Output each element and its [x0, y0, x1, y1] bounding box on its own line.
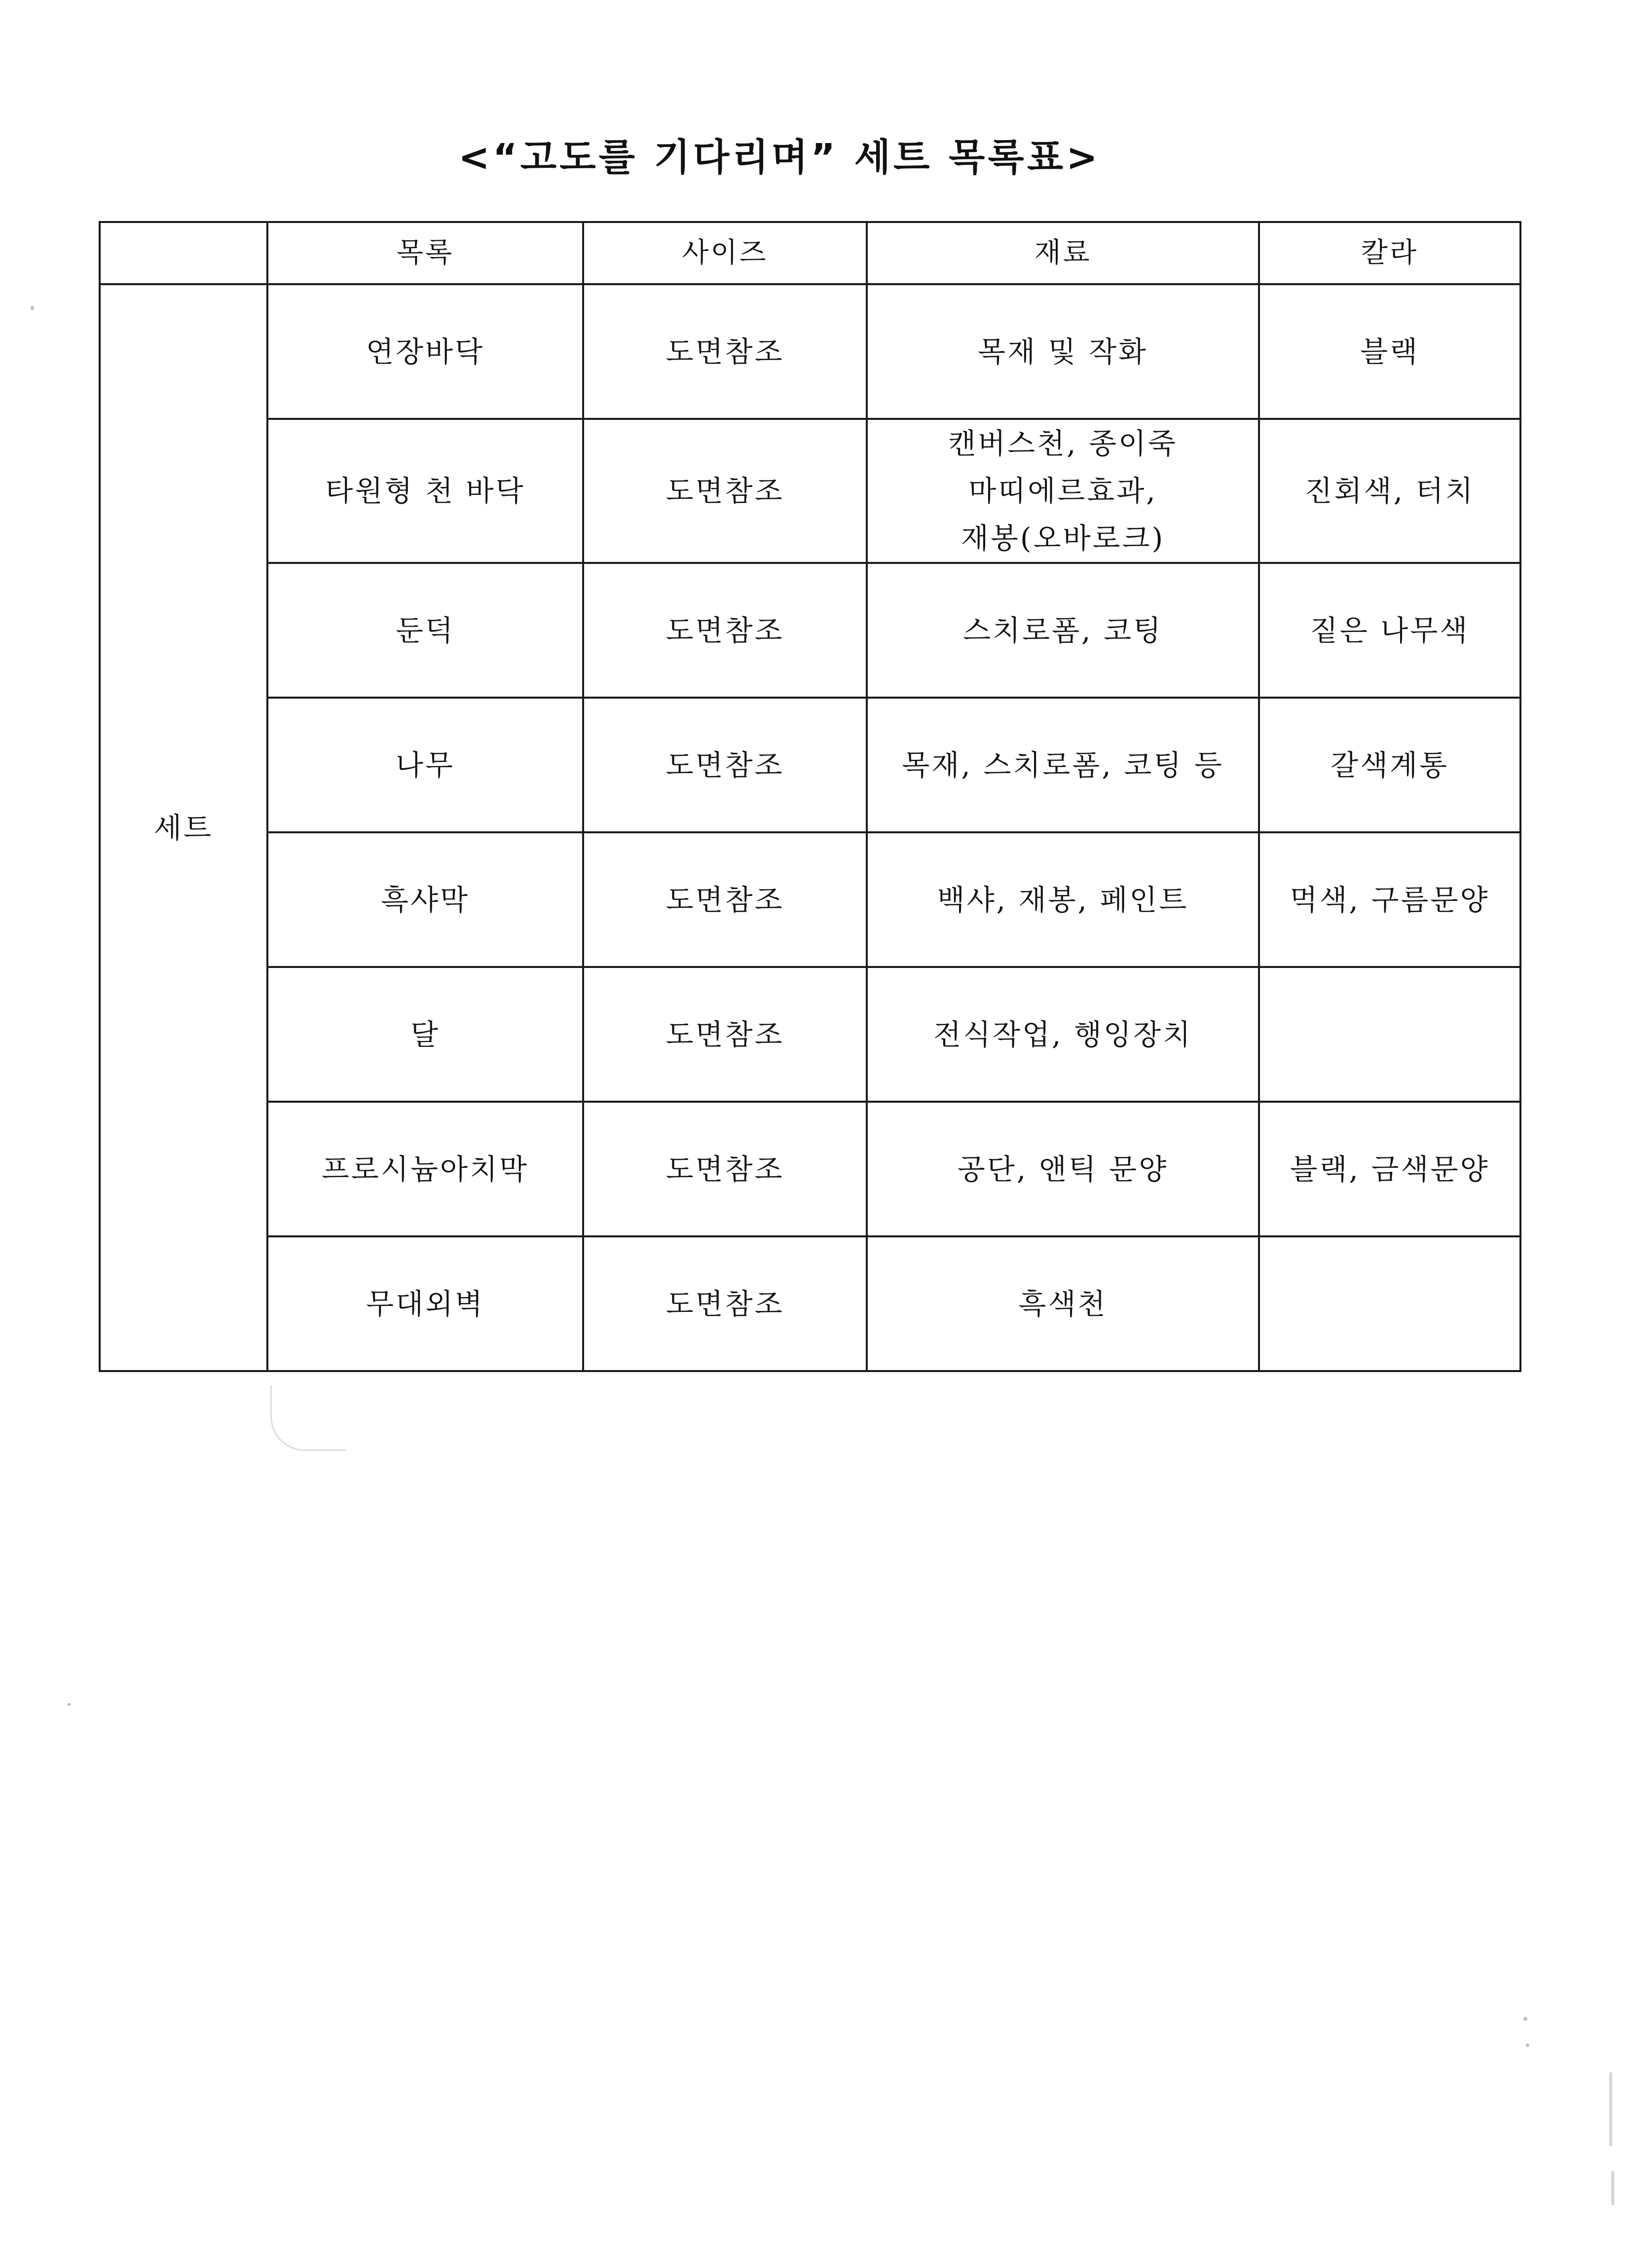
page-title: <“고도를 기다리며” 세트 목록표> [458, 135, 1101, 179]
item-cell: 나무 [267, 698, 583, 832]
material-cell [867, 419, 1259, 563]
color-cell: 블랙 [1259, 284, 1520, 419]
color-cell [1259, 967, 1520, 1102]
color-cell: 짙은 나무색 [1259, 563, 1520, 698]
material-line: 캔버스천, 종이죽 [948, 427, 1178, 460]
item-cell: 둔덕 [267, 563, 583, 698]
header-material: 재료 [867, 222, 1259, 284]
header-item: 목록 [267, 222, 583, 284]
header-color: 칼라 [1259, 222, 1520, 284]
table-row [100, 1102, 1520, 1236]
scan-speck [1609, 2072, 1612, 2146]
color-cell: 진회색, 터치 [1259, 419, 1520, 563]
size-cell: 도면참조 [583, 698, 867, 832]
table-row [100, 284, 1520, 419]
size-cell: 도면참조 [583, 1102, 867, 1236]
material-line: 목재, 스치로폼, 코팅 등 [902, 748, 1224, 782]
item-cell: 흑샤막 [267, 832, 583, 967]
set-inventory-table [99, 221, 1521, 1372]
material-cell [867, 1102, 1259, 1236]
item-cell: 연장바닥 [267, 284, 583, 419]
scan-speck [67, 1703, 71, 1706]
table-row [100, 832, 1520, 967]
material-line: 흑색천 [1018, 1287, 1108, 1321]
table-header-row [100, 222, 1520, 284]
size-cell: 도면참조 [583, 419, 867, 563]
item-cell: 무대외벽 [267, 1236, 583, 1371]
material-line: 공단, 앤틱 문양 [957, 1152, 1169, 1186]
group-label-cell: 세트 [100, 284, 267, 1371]
material-line: 마띠에르효과, [968, 474, 1157, 508]
item-cell: 프로시늄아치막 [267, 1102, 583, 1236]
header-group [100, 222, 267, 284]
table-row [100, 967, 1520, 1102]
color-cell: 먹색, 구름문양 [1259, 832, 1520, 967]
material-cell [867, 967, 1259, 1102]
size-cell: 도면참조 [583, 563, 867, 698]
scan-speck [1526, 2044, 1529, 2047]
material-line: 백샤, 재봉, 페인트 [937, 883, 1189, 917]
color-cell [1259, 1236, 1520, 1371]
material-line: 전식작업, 행잉장치 [933, 1017, 1193, 1051]
size-cell: 도면참조 [583, 967, 867, 1102]
header-size: 사이즈 [583, 222, 867, 284]
material-cell [867, 832, 1259, 967]
size-cell: 도면참조 [583, 1236, 867, 1371]
scan-smudge [270, 1385, 346, 1451]
color-cell: 블랙, 금색문양 [1259, 1102, 1520, 1236]
size-cell: 도면참조 [583, 284, 867, 419]
material-cell [867, 1236, 1259, 1371]
material-cell [867, 563, 1259, 698]
table-row [100, 563, 1520, 698]
material-cell [867, 698, 1259, 832]
scan-speck [1523, 2017, 1527, 2021]
material-line: 스치로폼, 코팅 [962, 613, 1163, 647]
scan-speck [31, 306, 34, 310]
material-line: 재봉(오바로크) [961, 521, 1165, 555]
material-line: 목재 및 작화 [977, 335, 1148, 369]
item-cell: 달 [267, 967, 583, 1102]
table-row [100, 419, 1520, 563]
table-row [100, 698, 1520, 832]
color-cell: 갈색계통 [1259, 698, 1520, 832]
table-row [100, 1236, 1520, 1371]
size-cell: 도면참조 [583, 832, 867, 967]
item-cell: 타원형 천 바닥 [267, 419, 583, 563]
scan-speck [1611, 2171, 1614, 2205]
material-cell [867, 284, 1259, 419]
